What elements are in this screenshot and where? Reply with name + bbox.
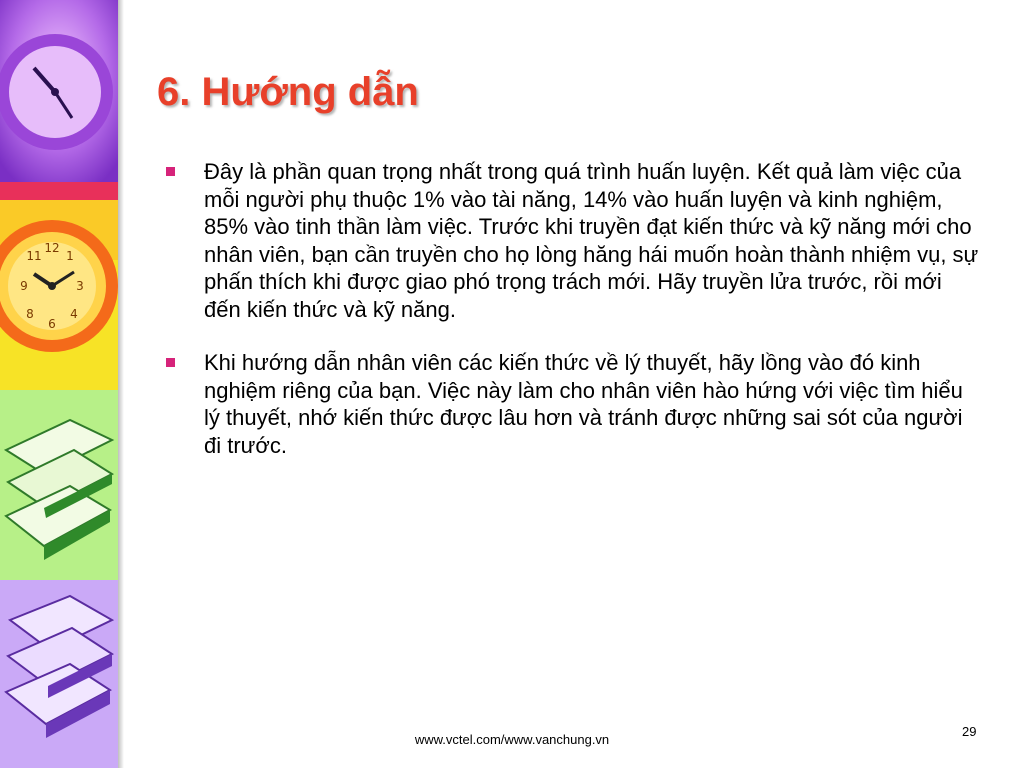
- page-number: 29: [962, 724, 977, 739]
- svg-text:12: 12: [44, 241, 60, 255]
- purple-clock-icon: [0, 0, 118, 182]
- orange-clock-icon: [0, 200, 118, 390]
- svg-text:1: 1: [66, 249, 74, 263]
- bullet-list: [164, 158, 984, 485]
- svg-text:4: 4: [70, 307, 78, 321]
- decor-bar: [0, 182, 118, 200]
- strip-shadow: [118, 0, 124, 768]
- svg-text:11: 11: [26, 249, 42, 263]
- svg-text:8: 8: [26, 307, 34, 321]
- list-item: [164, 158, 984, 323]
- bullet-text: Đây là phần quan trọng nhất trong quá trình huấn luyện. Kết quả làm việc của mỗi người phụ thuộc 1% vào tài năng, 14% vào huấn luyện và kinh nghiệm, 85% vào tinh thần làm việc. Trước khi truyền đạt kiến thức và kỹ năng mới cho nhân viên, bạn cần truyền cho họ lòng hăng hái muốn hoàn thành nhiệm vụ, sự phấn thích khi được giao phó trọng trách mới. Hãy truyền lửa trước, rồi mới đến kiến thức và kỹ năng.: [204, 159, 979, 322]
- svg-text:9: 9: [20, 279, 28, 293]
- decorative-image-strip: [0, 0, 118, 768]
- square-bullet-icon: [166, 167, 175, 176]
- list-item: [164, 349, 984, 459]
- slide-title: 6. Hướng dẫn: [157, 70, 419, 114]
- square-bullet-icon: [166, 358, 175, 367]
- bullet-text: Khi hướng dẫn nhân viên các kiến thức về lý thuyết, hãy lồng vào đó kinh nghiệm riêng của bạn. Việc này làm cho nhân viên hào hứng với việc tìm hiểu lý thuyết, nhớ kiến thức được lâu hơn và tránh được những sai sót của người đi trước.: [204, 350, 963, 458]
- footer-url: www.vctel.com/www.vanchung.vn: [414, 732, 610, 747]
- green-books-icon: [0, 390, 118, 580]
- svg-text:3: 3: [76, 279, 84, 293]
- svg-text:6: 6: [48, 317, 56, 331]
